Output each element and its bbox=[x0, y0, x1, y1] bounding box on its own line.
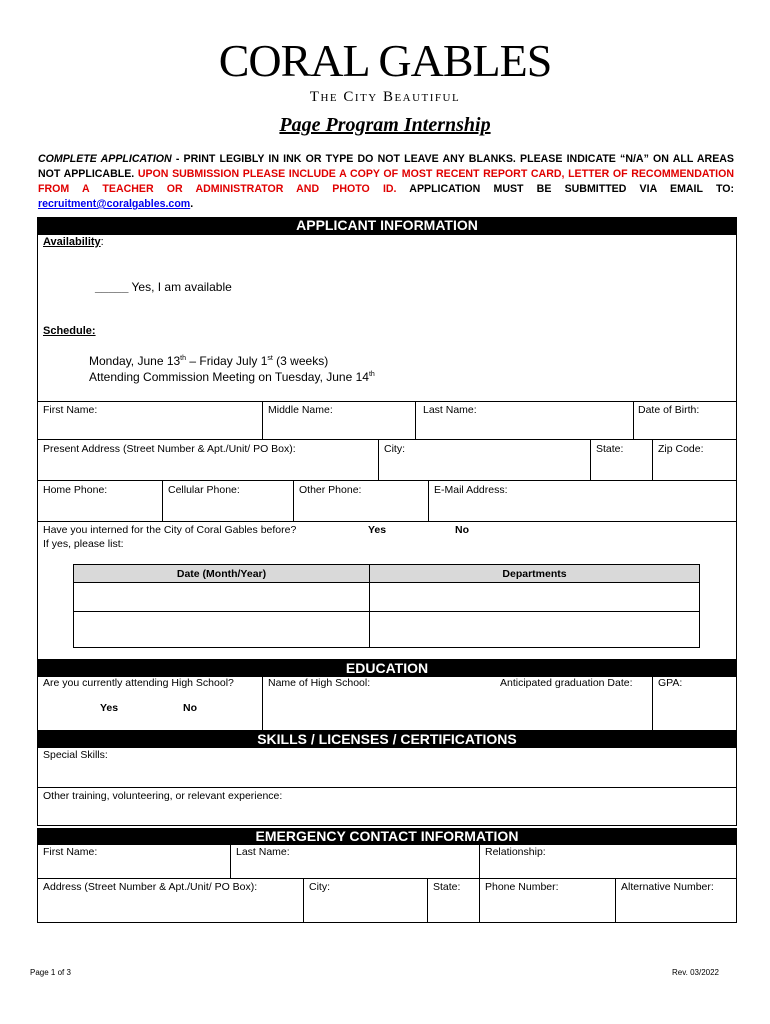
emergency-state-label: State: bbox=[433, 881, 461, 893]
submission-requirements: UPON SUBMISSION PLEASE INCLUDE A COPY OF MOST RECENT REPORT CARD, LETTER OF RECOMMENDATION FROM A TEACHER OR ADMINISTRATOR AND PHOTO ID. bbox=[38, 168, 735, 195]
last-name-label: Last Name: bbox=[423, 404, 477, 416]
applicant-section-header: APPLICANT INFORMATION bbox=[37, 217, 737, 234]
applicant-city-field[interactable] bbox=[379, 440, 590, 480]
education-section-header: EDUCATION bbox=[37, 660, 737, 677]
present-address-label: Present Address (Street Number & Apt./Unit/ PO Box): bbox=[43, 443, 296, 455]
schedule-commission: Attending Commission Meeting on Tuesday, June 14th bbox=[89, 370, 375, 384]
revision-date: Rev. 03/2022 bbox=[672, 968, 719, 977]
state-label: State: bbox=[596, 443, 624, 455]
other-training-label: Other training, volunteering, or relevant experience: bbox=[43, 790, 283, 802]
special-skills-label: Special Skills: bbox=[43, 749, 108, 761]
emergency-first-name-label: First Name: bbox=[43, 846, 98, 858]
emergency-city-label: City: bbox=[309, 881, 330, 893]
internship-history-table bbox=[73, 564, 700, 648]
school-name-label: Name of High School: bbox=[268, 677, 371, 689]
graduation-date-label: Anticipated graduation Date: bbox=[500, 677, 633, 689]
cell-phone-label: Cellular Phone: bbox=[168, 484, 240, 496]
skills-section-header: SKILLS / LICENSES / CERTIFICATIONS bbox=[37, 731, 737, 748]
attending-hs-question: Are you currently attending High School? bbox=[43, 677, 234, 689]
interned-list-label: If yes, please list: bbox=[43, 538, 124, 550]
attending-no-option[interactable]: No bbox=[183, 702, 197, 714]
interned-question: Have you interned for the City of Coral Gables before? bbox=[43, 524, 297, 536]
other-phone-label: Other Phone: bbox=[299, 484, 362, 496]
availability-blank[interactable]: _____ bbox=[95, 280, 129, 294]
date-column-header: Date (Month/Year) bbox=[74, 565, 370, 583]
departments-column-header: Departments bbox=[370, 565, 700, 583]
page-title: Page Program Internship bbox=[279, 114, 491, 136]
emergency-phone-label: Phone Number: bbox=[485, 881, 559, 893]
dob-label: Date of Birth: bbox=[638, 404, 700, 416]
availability-label: Availability: bbox=[43, 236, 104, 248]
instructions-submit: APPLICATION MUST BE SUBMITTED VIA EMAIL TO: bbox=[396, 183, 735, 195]
special-skills-field[interactable] bbox=[38, 748, 736, 787]
attending-yes-option[interactable]: Yes bbox=[100, 702, 119, 714]
city-logo: CORAL GABLES bbox=[218, 35, 552, 86]
availability-option: _____ Yes, I am available bbox=[95, 280, 232, 294]
gpa-label: GPA: bbox=[658, 677, 683, 689]
city-logo-tagline: The City Beautiful bbox=[309, 89, 461, 105]
instructions: COMPLETE APPLICATION - PRINT LEGIBLY IN INK OR TYPE DO NOT LEAVE ANY BLANKS. PLEASE INDICATE “N/A” ON ALL AREAS NOT APPLICABLE. UPON SUBMISSION PLEASE INCLUDE A COPY OF MOST RECENT REPORT CARD, LETTER OF RECOMMENDATION FROM A TEACHER OR ADMINISTRATOR AND PHOTO ID. APPLICATION MUST BE SUBMITTED VIA EMAIL TO: recruitment@coralgables.com. bbox=[38, 153, 735, 210]
interned-no-option[interactable]: No bbox=[455, 524, 469, 536]
email-label: E-Mail Address: bbox=[434, 484, 508, 496]
emergency-address-label: Address (Street Number & Apt./Unit/ PO Box): bbox=[43, 881, 258, 893]
first-name-label: First Name: bbox=[43, 404, 98, 416]
history-department-cell-2[interactable] bbox=[370, 612, 700, 648]
history-date-cell-2[interactable] bbox=[74, 612, 370, 648]
instructions-text: - PRINT LEGIBLY IN INK OR TYPE DO NOT LEAVE ANY BLANKS. PLEASE INDICATE “N/A” ON ALL AREAS NOT APPLICABLE. bbox=[38, 153, 734, 180]
instructions-lead: COMPLETE APPLICATION bbox=[38, 153, 172, 165]
schedule-label: Schedule: bbox=[43, 325, 96, 337]
emergency-last-name-label: Last Name: bbox=[236, 846, 290, 858]
emergency-section-header: EMERGENCY CONTACT INFORMATION bbox=[37, 828, 737, 845]
zip-label: Zip Code: bbox=[658, 443, 704, 455]
middle-name-label: Middle Name: bbox=[268, 404, 333, 416]
city-label: City: bbox=[384, 443, 405, 455]
history-department-cell-1[interactable] bbox=[370, 583, 700, 612]
relationship-label: Relationship: bbox=[485, 846, 546, 858]
interned-yes-option[interactable]: Yes bbox=[368, 524, 387, 536]
home-phone-label: Home Phone: bbox=[43, 484, 108, 496]
recruitment-email-link[interactable]: recruitment@coralgables.com bbox=[38, 198, 191, 210]
emergency-alt-number-label: Alternative Number: bbox=[621, 881, 714, 893]
history-date-cell-1[interactable] bbox=[74, 583, 370, 612]
schedule-dates: Monday, June 13th – Friday July 1st (3 weeks) bbox=[89, 354, 329, 368]
page-number: Page 1 of 3 bbox=[30, 968, 71, 977]
